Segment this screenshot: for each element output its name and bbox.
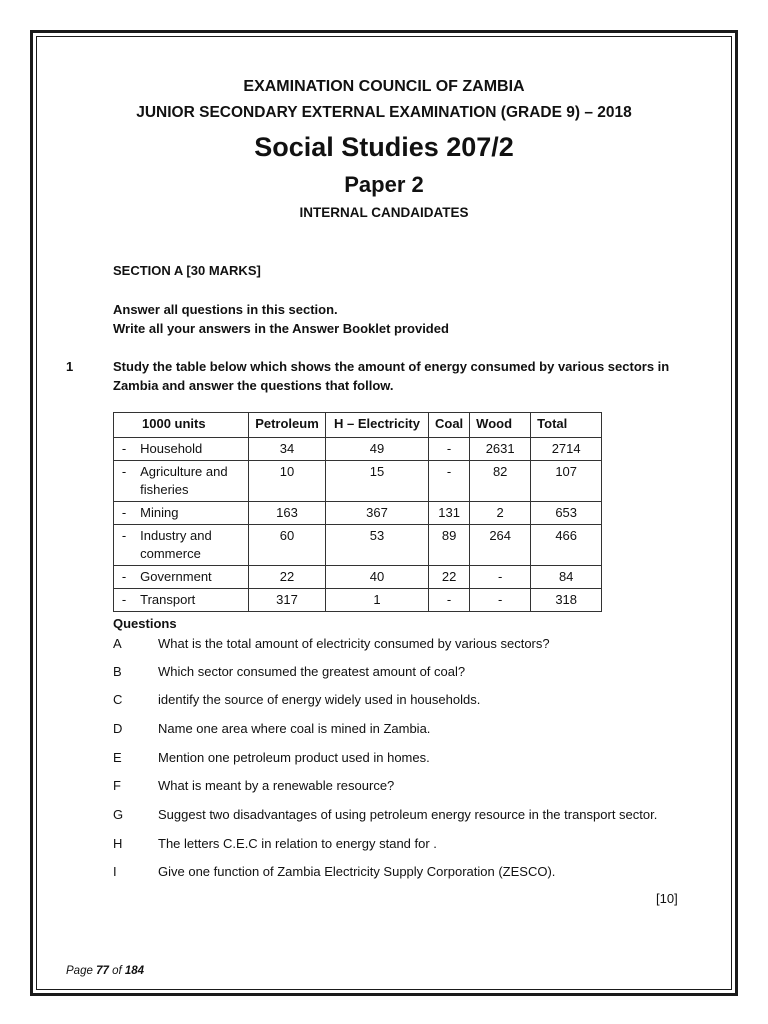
electricity-cell: 367 [326,502,429,525]
question-number: 1 [66,359,74,374]
question-letter: A [113,636,122,651]
energy-table [113,412,602,612]
page-footer [66,965,144,977]
footer-page-number: 77 [96,965,109,977]
header-coal: Coal [429,413,470,438]
header-total: Total [531,413,602,438]
question-text: Give one function of Zambia Electricity Supply Corporation (ZESCO). [158,864,556,879]
petroleum-cell: 163 [249,502,326,525]
table-row [114,566,602,589]
coal-cell: 22 [429,566,470,589]
exam-title: JUNIOR SECONDARY EXTERNAL EXAMINATION (GRADE 9) – 2018 [136,104,632,121]
header-electricity: H – Electricity [326,413,429,438]
electricity-cell: 15 [326,461,429,502]
row-dash: - [114,502,135,525]
question-text: Suggest two disadvantages of using petroleum energy resource in the transport sector. [158,807,658,822]
subject-title: Social Studies 207/2 [254,132,514,162]
questions-heading: Questions [113,616,177,631]
coal-cell: - [429,589,470,612]
total-cell: 653 [531,502,602,525]
electricity-cell: 49 [326,438,429,461]
question-prompt-line1: Study the table below which shows the amount of energy consumed by various sectors in [113,359,670,374]
row-dash: - [114,566,135,589]
question-letter: B [113,664,122,679]
total-cell: 318 [531,589,602,612]
wood-cell: - [470,589,531,612]
instruction-2: Write all your answers in the Answer Booklet provided [113,321,449,336]
coal-cell: - [429,438,470,461]
header-wood: Wood [470,413,531,438]
question-letter: C [113,692,123,707]
total-cell: 2714 [531,438,602,461]
question-text: identify the source of energy widely used in households. [158,692,481,707]
total-cell: 84 [531,566,602,589]
petroleum-cell: 10 [249,461,326,502]
wood-cell: 2631 [470,438,531,461]
table-row [114,525,602,566]
petroleum-cell: 22 [249,566,326,589]
question-letter: E [113,750,122,765]
sector-cell: Agriculture and fisheries [134,461,248,502]
petroleum-cell: 317 [249,589,326,612]
marks-total: [10] [656,891,678,906]
row-dash: - [114,438,135,461]
question-text: Mention one petroleum product used in homes. [158,750,430,765]
table-header-row [114,413,602,438]
wood-cell: 264 [470,525,531,566]
question-letter: F [113,778,121,793]
question-letter: G [113,807,124,822]
council-title: EXAMINATION COUNCIL OF ZAMBIA [243,78,525,95]
coal-cell: - [429,461,470,502]
row-dash: - [114,589,135,612]
wood-cell: - [470,566,531,589]
row-dash: - [114,525,135,566]
total-cell: 107 [531,461,602,502]
question-letter: H [113,836,123,851]
instruction-1: Answer all questions in this section. [113,302,338,317]
section-title: SECTION A [30 MARKS] [113,263,261,278]
table-row [114,502,602,525]
table-row [114,438,602,461]
question-text: The letters C.E.C in relation to energy stand for . [158,836,437,851]
question-text: Name one area where coal is mined in Zambia. [158,721,431,736]
coal-cell: 131 [429,502,470,525]
header-units: 1000 units [114,413,249,438]
question-prompt-line2: Zambia and answer the questions that follow. [113,378,394,393]
petroleum-cell: 60 [249,525,326,566]
question-letter: D [113,721,123,736]
electricity-cell: 53 [326,525,429,566]
question-text: What is the total amount of electricity consumed by various sectors? [158,636,550,651]
sector-cell: Industry and commerce [134,525,248,566]
sector-cell: Mining [134,502,248,525]
question-text: What is meant by a renewable resource? [158,778,395,793]
total-cell: 466 [531,525,602,566]
electricity-cell: 1 [326,589,429,612]
paper-title: Paper 2 [344,172,424,197]
footer-page-label: Page [66,965,93,977]
question-letter: I [113,864,117,879]
question-text: Which sector consumed the greatest amount of coal? [158,664,466,679]
candidates-label: INTERNAL CANDAIDATES [299,205,469,220]
sector-cell: Transport [134,589,248,612]
sector-cell: Government [134,566,248,589]
petroleum-cell: 34 [249,438,326,461]
footer-of-label: of [112,965,122,977]
header-petroleum: Petroleum [249,413,326,438]
wood-cell: 2 [470,502,531,525]
table-row [114,589,602,612]
sector-cell: Household [134,438,248,461]
table-row [114,461,602,502]
row-dash: - [114,461,135,502]
wood-cell: 82 [470,461,531,502]
electricity-cell: 40 [326,566,429,589]
footer-total-pages: 184 [124,965,145,977]
coal-cell: 89 [429,525,470,566]
